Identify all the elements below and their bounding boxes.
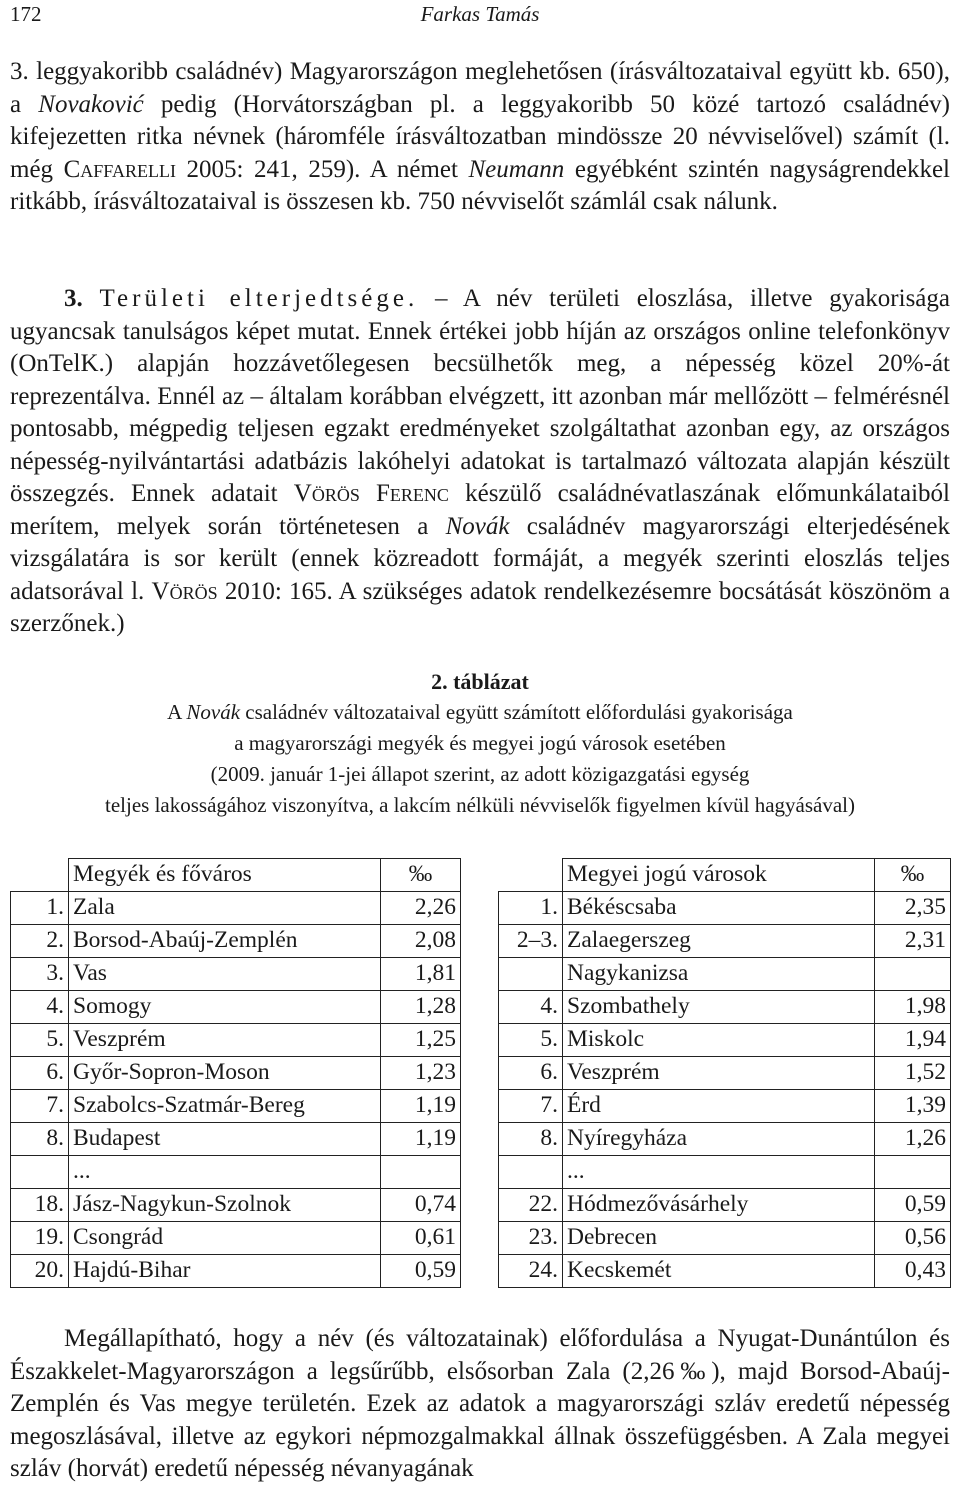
value-cell: 1,28 [381, 991, 461, 1024]
table-caption [0, 666, 960, 821]
rank-cell: 1. [499, 892, 563, 925]
column-header-permille: ‰ [381, 859, 461, 892]
table-row [499, 1057, 951, 1090]
name-cell: Veszprém [69, 1024, 381, 1057]
name-cell: Budapest [69, 1123, 381, 1156]
name-cell: Vas [69, 958, 381, 991]
name-cell: Jász-Nagykun-Szolnok [69, 1189, 381, 1222]
table-row [499, 1189, 951, 1222]
rank-cell: 1. [11, 892, 69, 925]
name-cell: Hajdú-Bihar [69, 1255, 381, 1288]
rank-cell: 6. [11, 1057, 69, 1090]
rank-cell: 4. [499, 991, 563, 1024]
name-cell: ... [563, 1156, 875, 1189]
column-header-permille: ‰ [875, 859, 951, 892]
rank-cell: 6. [499, 1057, 563, 1090]
table-row [11, 925, 461, 958]
name-cell: Zalaegerszeg [563, 925, 875, 958]
table-row [11, 892, 461, 925]
value-cell: 1,26 [875, 1123, 951, 1156]
name-cell: Csongrád [69, 1222, 381, 1255]
table-row [499, 1123, 951, 1156]
name-cell: Szabolcs-Szatmár-Bereg [69, 1090, 381, 1123]
value-cell: 1,52 [875, 1057, 951, 1090]
rank-cell: 7. [11, 1090, 69, 1123]
table-row [11, 1123, 461, 1156]
table-row [499, 1255, 951, 1288]
value-cell: 1,81 [381, 958, 461, 991]
name-cell: Érd [563, 1090, 875, 1123]
value-cell: 0,59 [381, 1255, 461, 1288]
section-heading: Területi elterjedtsége. [99, 285, 419, 312]
name-cell: Hódmezővásárhely [563, 1189, 875, 1222]
table-row [499, 958, 951, 991]
table-row [11, 1222, 461, 1255]
rank-cell: 5. [499, 1024, 563, 1057]
table-row [499, 925, 951, 958]
column-header: Megyék és főváros [69, 859, 381, 892]
table-row [11, 1255, 461, 1288]
text-run: pedig (Horvátországban pl. a leggyakoribb 50 közé tartozó családnév) kifejezetten ritka névnek (háromféle írásváltozatban mindössze 20 névviselővel) számít (l. még [10, 90, 950, 183]
text-run: – A név területi eloszlása, illetve gyakorisága ugyancsak tanulságos képet mutat. Ennek értékei jobb híján az országos online telefonkönyv (OnTelK.) alapján hozzávetőlegesen becsülhetők meg, a népesség közel 20%-át reprezentálva. Ennél az – általam korábban elvégzett, itt azonban már mellőzött – felmérésnél pontosabb, mégpedig teljesen egzakt eredményeket szolgáltathat azonban egy, az országos népesség-nyilvántartási adatbázis lakóhelyi adatokat is tartalmazó változata alapján készült összegzés. Ennek adatait [10, 285, 950, 507]
value-cell [875, 1156, 951, 1189]
name-cell: ... [69, 1156, 381, 1189]
value-cell: 2,26 [381, 892, 461, 925]
table-row [499, 1222, 951, 1255]
rank-cell: 22. [499, 1189, 563, 1222]
table-row [499, 991, 951, 1024]
value-cell: 1,25 [381, 1024, 461, 1057]
rank-cell: 3. [11, 958, 69, 991]
rank-cell [11, 1156, 69, 1189]
table-row [11, 958, 461, 991]
paragraph-1 [10, 56, 950, 219]
paragraph-2 [10, 283, 950, 641]
rank-cell: 5. [11, 1024, 69, 1057]
table-row [499, 892, 951, 925]
rank-cell: 2. [11, 925, 69, 958]
value-cell: 0,56 [875, 1222, 951, 1255]
rank-cell: 2–3. [499, 925, 563, 958]
paragraph-3 [10, 1323, 950, 1486]
value-cell: 2,08 [381, 925, 461, 958]
author-citation: Vörös Ferenc [293, 480, 449, 507]
rank-cell: 4. [11, 991, 69, 1024]
name-cell: Zala [69, 892, 381, 925]
section-number: 3. [64, 285, 83, 312]
table-row [11, 1156, 461, 1189]
table-row [11, 991, 461, 1024]
rank-cell [499, 958, 563, 991]
name-cell: Debrecen [563, 1222, 875, 1255]
name-cell: Somogy [69, 991, 381, 1024]
text-run: 2005: 241, 259). A német [175, 155, 469, 183]
name-cell: Győr-Sopron-Moson [69, 1057, 381, 1090]
name-cell: Veszprém [563, 1057, 875, 1090]
caption-line [0, 697, 960, 728]
caption-line: (2009. január 1-jei állapot szerint, az adott közigazgatási egység [210, 762, 750, 786]
rank-cell: 19. [11, 1222, 69, 1255]
caption-text: családnév változataival együtt számított előfordulási gyakorisága [240, 700, 793, 724]
counties-table [10, 858, 461, 1288]
table-title: 2. táblázat [431, 669, 529, 694]
caption-name: Novák [186, 700, 241, 724]
table-row [11, 1189, 461, 1222]
value-cell: 0,59 [875, 1189, 951, 1222]
name-cell: Borsod-Abaúj-Zemplén [69, 925, 381, 958]
value-cell: 0,61 [381, 1222, 461, 1255]
value-cell: 1,98 [875, 991, 951, 1024]
rank-cell: 7. [499, 1090, 563, 1123]
value-cell: 0,43 [875, 1255, 951, 1288]
author-citation: Vörös [151, 577, 218, 605]
name-cell: Szombathely [563, 991, 875, 1024]
header-empty-cell [499, 859, 563, 892]
cities-table [498, 858, 951, 1288]
rank-cell: 20. [11, 1255, 69, 1288]
text-run: 3. leggyakoribb családnév) Magyarországon meglehetősen (írásváltozataival együtt kb. 650), a [10, 58, 950, 118]
text-run: Megállapítható, hogy a név (és változatainak) előfordulása a Nyugat-Dunántúlon és Északkelet-Magyarországon a legsűrűbb, elsősorban Zala (2,26‰), majd Borsod-Abaúj-Zemplén és Vas megye területén. Ezek az adatok a magyarországi szláv eredetű népesség megoszlásával, illetve az egykori népmozgalmakkal állnak összefüggésben. A Zala megyei szláv (horvát) eredetű népesség névanyagának [10, 1325, 950, 1482]
text-run: egyébként szintén nagyságrendekkel ritkább, írásváltozataival is összesen kb. 750 névviselőt számlál csak nálunk. [10, 155, 951, 215]
value-cell: 1,19 [381, 1123, 461, 1156]
caption-text: A [167, 700, 187, 724]
value-cell: 1,23 [381, 1057, 461, 1090]
table-row [11, 1024, 461, 1057]
text-run: családnév magyarországi elterjedésének vizsgálatára is sor került (ennek közreadott formáját, a megyék szerinti eloszlás teljes adatsorával l. [10, 512, 950, 605]
text-run: készülő családnévatlaszának előmunkálataiból merítem, melyek során történetesen a [10, 480, 950, 540]
name-cell: Miskolc [563, 1024, 875, 1057]
value-cell [875, 958, 951, 991]
name-cell: Nyíregyháza [563, 1123, 875, 1156]
name-novak: Novák [445, 512, 510, 540]
value-cell: 1,39 [875, 1090, 951, 1123]
name-novakovic: Novaković [38, 90, 144, 118]
value-cell [381, 1156, 461, 1189]
table-row [11, 1057, 461, 1090]
value-cell: 2,31 [875, 925, 951, 958]
table-row [499, 1156, 951, 1189]
rank-cell: 18. [11, 1189, 69, 1222]
name-neumann: Neumann [468, 155, 565, 183]
table-row [499, 1090, 951, 1123]
table-header-row [499, 859, 951, 892]
value-cell: 0,74 [381, 1189, 461, 1222]
text-run: 2010: 165. A szükséges adatok rendelkezésemre bocsátását köszönöm a szerzőnek.) [10, 577, 950, 637]
caption-line: teljes lakosságához viszonyítva, a lakcím nélküli névviselők figyelmen kívül hagyásával) [105, 793, 855, 817]
value-cell: 1,94 [875, 1024, 951, 1057]
name-cell: Nagykanizsa [563, 958, 875, 991]
author-citation: Caffarelli [63, 155, 176, 183]
rank-cell [499, 1156, 563, 1189]
table-row [499, 1024, 951, 1057]
value-cell: 1,19 [381, 1090, 461, 1123]
table-row [11, 1090, 461, 1123]
table-header-row [11, 859, 461, 892]
running-header [10, 2, 950, 32]
column-header: Megyei jogú városok [563, 859, 875, 892]
rank-cell: 23. [499, 1222, 563, 1255]
rank-cell: 24. [499, 1255, 563, 1288]
rank-cell: 8. [11, 1123, 69, 1156]
header-empty-cell [11, 859, 69, 892]
value-cell: 2,35 [875, 892, 951, 925]
rank-cell: 8. [499, 1123, 563, 1156]
running-head-author: Farkas Tamás [420, 2, 540, 26]
caption-line: a magyarországi megyék és megyei jogú városok esetében [234, 731, 726, 755]
name-cell: Békéscsaba [563, 892, 875, 925]
name-cell: Kecskemét [563, 1255, 875, 1288]
page-number: 172 [10, 2, 42, 26]
